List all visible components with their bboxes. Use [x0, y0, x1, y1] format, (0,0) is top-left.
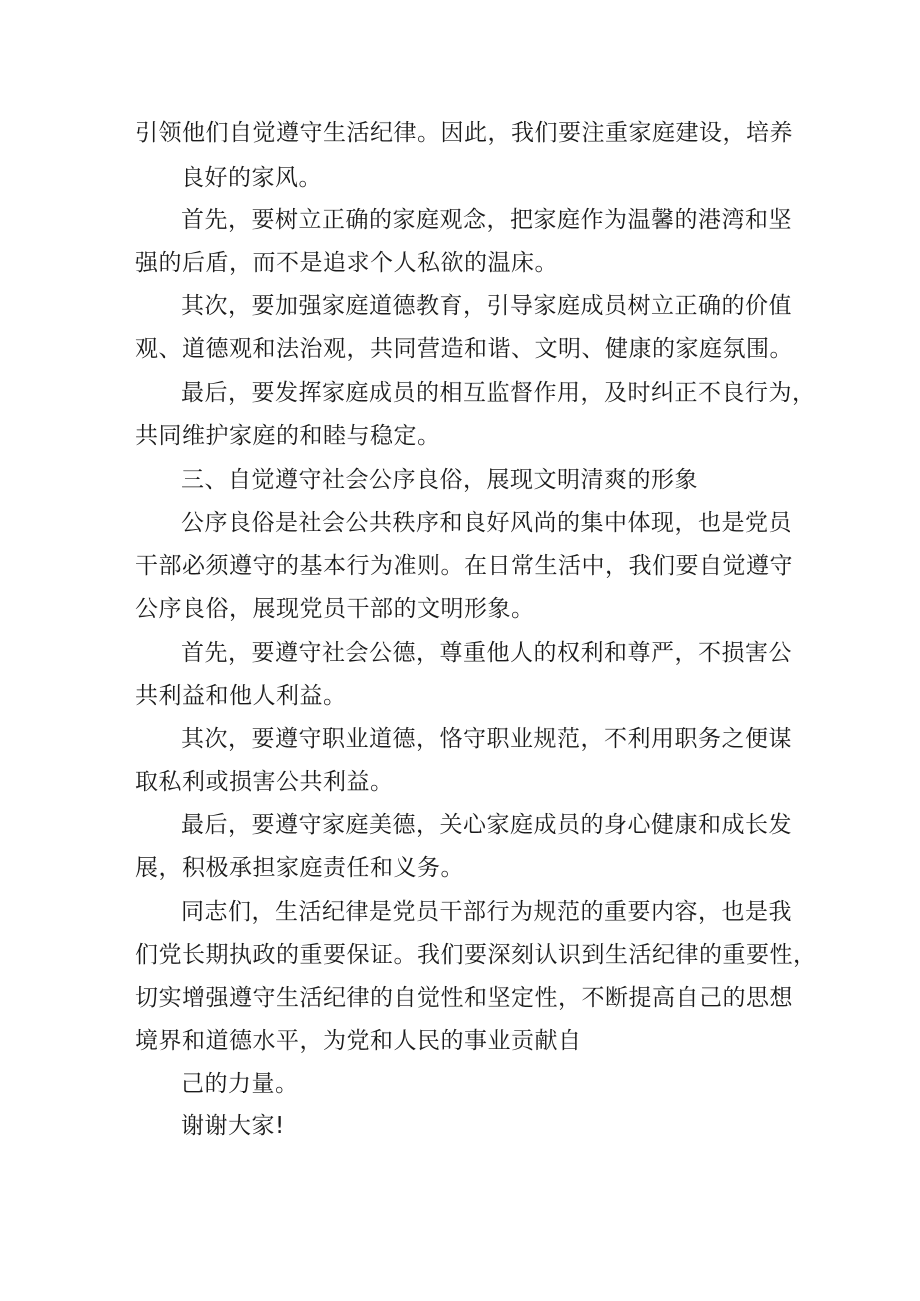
text-line: 其次，要遵守职业道德，恪守职业规范，不利用职务之便谋 — [181, 726, 792, 752]
text-line: 切实增强遵守生活纪律的自觉性和坚定性，不断提高自己的思想 — [135, 985, 793, 1011]
text-line: 公序良俗是社会公共秩序和良好风尚的集中体现，也是党员 — [181, 510, 792, 536]
text-line: 共同维护家庭的和睦与稳定。 — [135, 423, 441, 449]
text-line: 展，积极承担家庭责任和义务。 — [135, 855, 464, 881]
text-line: 首先，要遵守社会公德，尊重他人的权利和尊严，不损害公 — [181, 640, 792, 666]
text-line: 首先，要树立正确的家庭观念，把家庭作为温馨的港湾和坚 — [181, 207, 792, 233]
closing-line: 谢谢大家! — [181, 1113, 285, 1139]
text-line: 境界和道德水平，为党和人民的事业贡献自 — [135, 1028, 582, 1054]
text-line: 干部必须遵守的基本行为准则。在日常生活中，我们要自觉遵守 — [135, 553, 793, 579]
section-heading: 三、自觉遵守社会公序良俗，展现文明清爽的形象 — [181, 467, 698, 493]
text-line: 强的后盾，而不是追求个人私欲的温床。 — [135, 250, 558, 276]
text-line: 其次，要加强家庭道德教育，引导家庭成员树立正确的价值 — [181, 293, 792, 319]
text-line: 最后，要遵守家庭美德，关心家庭成员的身心健康和成长发 — [181, 812, 792, 838]
text-line: 取私利或损害公共利益。 — [135, 769, 394, 795]
text-line: 们党长期执政的重要保证。我们要深刻认识到生活纪律的重要性， — [135, 942, 817, 968]
text-line: 共利益和他人利益。 — [135, 683, 347, 709]
text-line: 同志们，生活纪律是党员干部行为规范的重要内容，也是我 — [181, 899, 792, 925]
text-line: 最后，要发挥家庭成员的相互监督作用，及时纠正不良行为， — [181, 380, 816, 406]
text-line: 良好的家风。 — [181, 165, 322, 191]
text-line: 观、道德观和法治观，共同营造和谐、文明、健康的家庭氛围。 — [135, 336, 793, 362]
text-line: 公序良俗，展现党员干部的文明形象。 — [135, 596, 535, 622]
text-line: 引领他们自觉遵守生活纪律。因此，我们要注重家庭建设，培养 — [135, 120, 793, 146]
text-line: 己的力量。 — [181, 1071, 299, 1097]
